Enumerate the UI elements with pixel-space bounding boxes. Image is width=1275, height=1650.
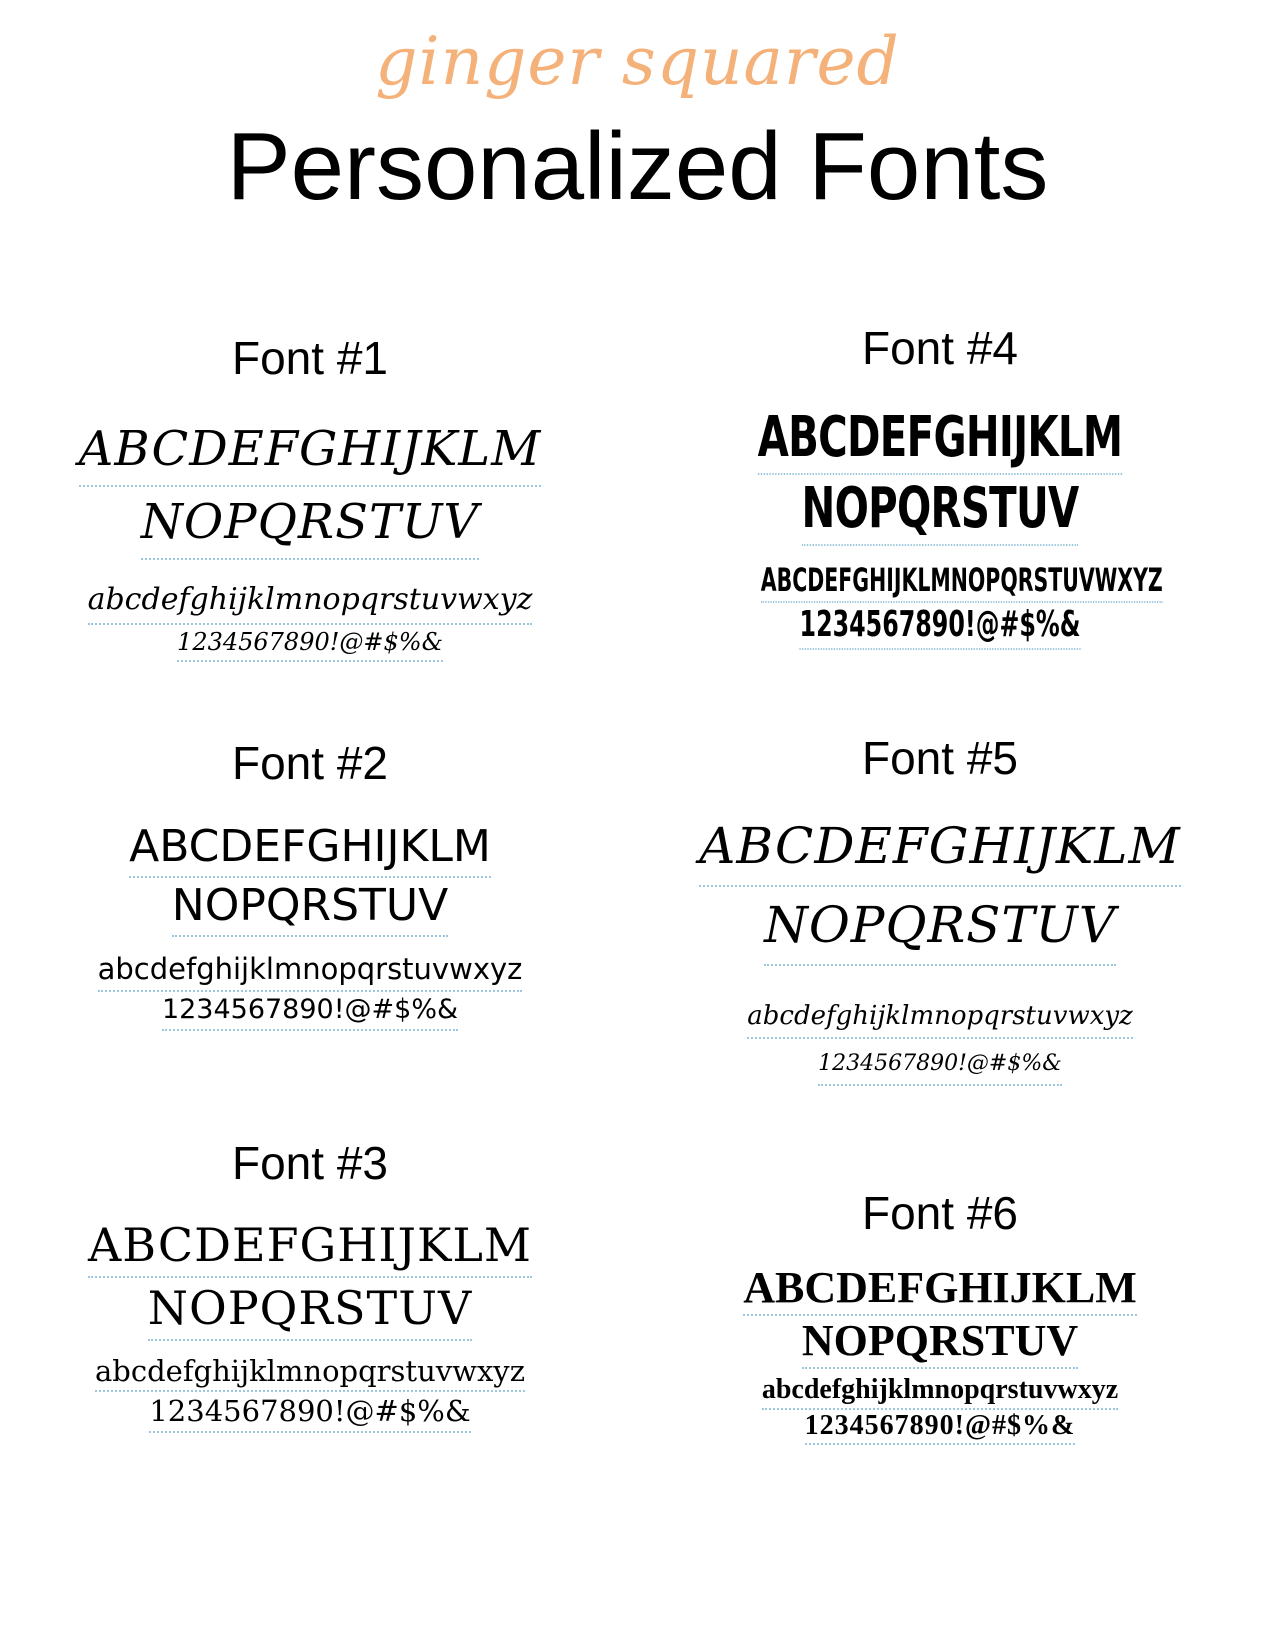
sample-text: ABCDEFGHIJKLM bbox=[88, 1215, 532, 1278]
lowercase-row bbox=[40, 1353, 580, 1392]
uppercase-row-1 bbox=[40, 819, 580, 878]
font-label: Font #2 bbox=[232, 737, 388, 789]
sample-text: abcdefghijklmnopqrstuvwxyz bbox=[98, 949, 523, 992]
lowercase-row bbox=[40, 578, 580, 625]
numbers-row bbox=[640, 1045, 1240, 1086]
uppercase-row-2 bbox=[738, 475, 1141, 546]
sample-text: NOPQRSTUV bbox=[802, 1316, 1078, 1369]
font-sample-5 bbox=[640, 730, 1240, 1086]
font-sample-3 bbox=[40, 1135, 580, 1433]
sample-text: ABCDEFGHIJKLM bbox=[79, 414, 542, 487]
sample-text: abcdefghijklmnopqrstuvwxyz bbox=[95, 1353, 525, 1392]
font-label: Font #6 bbox=[862, 1187, 1018, 1239]
uppercase-row-2 bbox=[640, 887, 1240, 966]
uppercase-row-2 bbox=[40, 487, 580, 560]
sample-text: NOPQRSTUV bbox=[172, 878, 448, 937]
font-sample-2 bbox=[40, 735, 580, 1031]
numbers-row bbox=[40, 625, 580, 662]
uppercase-row-1 bbox=[40, 1215, 580, 1278]
sample-text: abcdefghijklmnopqrstuvwxyz bbox=[762, 1373, 1118, 1410]
sample-text: ABCDEFGHIJKLM bbox=[129, 819, 491, 878]
numbers-row bbox=[755, 603, 1125, 650]
sample-text: ABCDEFGHIJKLMNOPQRSTUVWXYZ bbox=[761, 560, 1163, 603]
sample-text: 1234567890!@#$%& bbox=[800, 603, 1081, 650]
sample-text: abcdefghijklmnopqrstuvwxyz bbox=[88, 578, 533, 625]
uppercase-row-1 bbox=[640, 808, 1240, 887]
sample-text: ABCDEFGHIJKLM bbox=[743, 1263, 1137, 1316]
uppercase-row-1 bbox=[40, 414, 580, 487]
uppercase-row-1 bbox=[640, 1263, 1240, 1316]
font-sample-6 bbox=[640, 1185, 1240, 1445]
font-sample-1 bbox=[40, 330, 580, 662]
sample-text: ABCDEFGHIJKLM bbox=[699, 808, 1180, 887]
uppercase-row-1 bbox=[738, 404, 1141, 475]
sample-text: NOPQRSTUV bbox=[764, 887, 1116, 966]
font-sample-4 bbox=[660, 320, 1220, 650]
font-label: Font #1 bbox=[232, 332, 388, 384]
numbers-row bbox=[40, 1392, 580, 1433]
sample-text: 1234567890!@#$%& bbox=[149, 1392, 470, 1433]
uppercase-row-2 bbox=[40, 1278, 580, 1341]
font-label: Font #4 bbox=[862, 322, 1018, 374]
font-label: Font #3 bbox=[232, 1137, 388, 1189]
sample-text: 1234567890!@#$%& bbox=[162, 992, 458, 1031]
lowercase-row bbox=[640, 1373, 1240, 1410]
brand-logo-text: ginger squared bbox=[375, 23, 900, 100]
alphabet-row bbox=[760, 560, 1163, 603]
sample-text: 1234567890!@#$%& bbox=[177, 625, 443, 662]
lowercase-row bbox=[640, 996, 1240, 1039]
sample-text: 1234567890!@#$%& bbox=[805, 1410, 1076, 1445]
sample-text: NOPQRSTUV bbox=[148, 1278, 472, 1341]
sample-text: abcdefghijklmnopqrstuvwxyz bbox=[747, 996, 1133, 1039]
font-label: Font #5 bbox=[862, 732, 1018, 784]
numbers-row bbox=[640, 1410, 1240, 1445]
sample-text: NOPQRSTUV bbox=[802, 475, 1079, 546]
uppercase-row-2 bbox=[640, 1316, 1240, 1369]
numbers-row bbox=[40, 992, 580, 1031]
sample-text: 1234567890!@#$%& bbox=[818, 1045, 1062, 1086]
sample-text: ABCDEFGHIJKLM bbox=[758, 404, 1123, 475]
uppercase-row-2 bbox=[40, 878, 580, 937]
lowercase-row bbox=[40, 949, 580, 992]
sample-text: NOPQRSTUV bbox=[141, 487, 479, 560]
page-title: Personalized Fonts bbox=[226, 113, 1049, 220]
